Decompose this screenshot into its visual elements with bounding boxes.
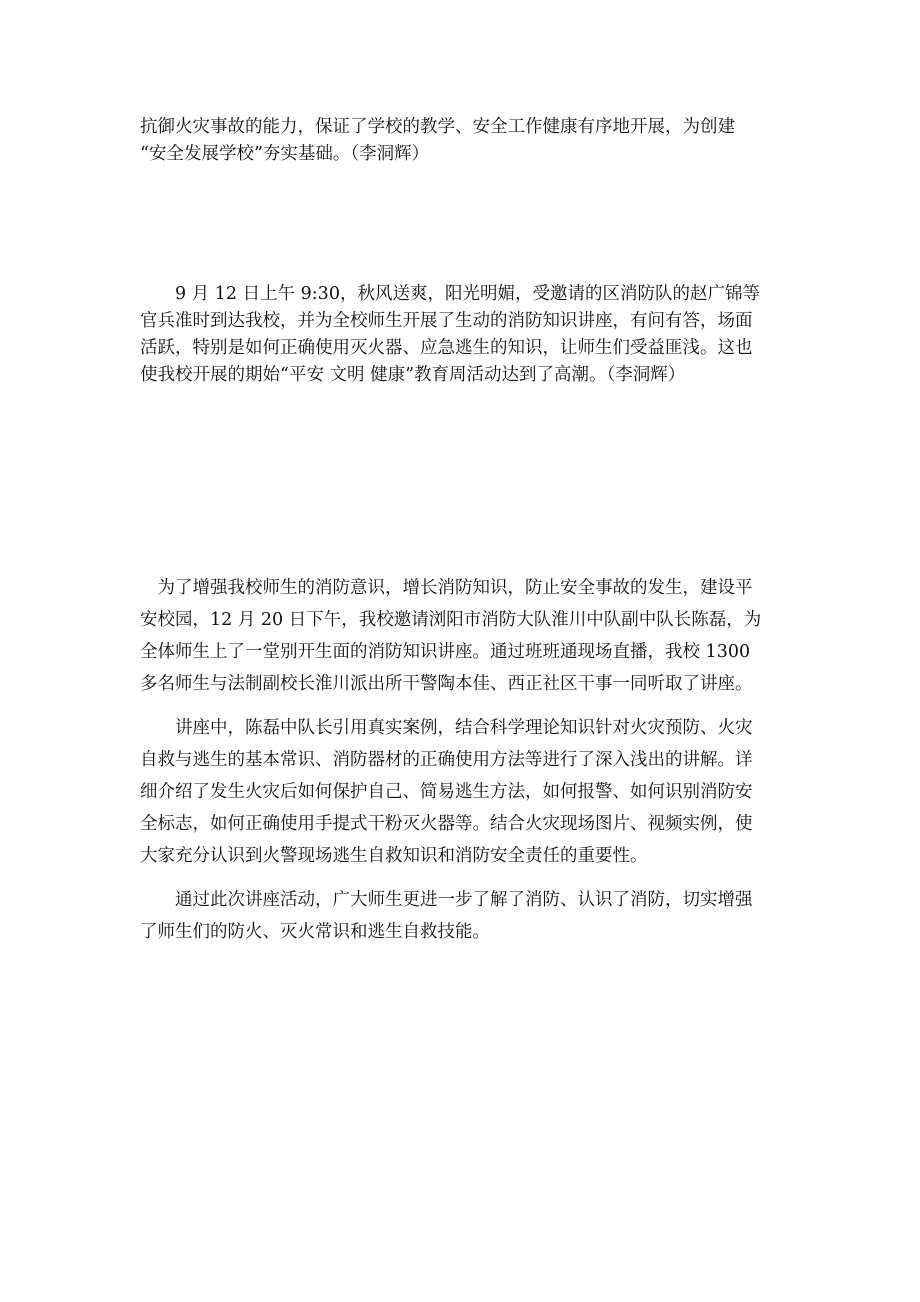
paragraph-4-line: 全标志，如何正确使用手提式干粉灭火器等。结合火灾现场图片、视频实例，使 bbox=[140, 814, 753, 834]
paragraph-3 bbox=[140, 572, 780, 700]
paragraph-4-line: 大家充分认识到火警现场逃生自救知识和消防安全责任的重要性。 bbox=[140, 846, 648, 866]
paragraph-4-line: 讲座中，陈磊中队长引用真实案例，结合科学理论知识针对火灾预防、火灾 bbox=[140, 718, 753, 738]
paragraph-1 bbox=[140, 114, 780, 168]
paragraph-2-line: 9 月 12 日上午 9:30，秋风送爽，阳光明媚，受邀请的区消防队的赵广锦等 bbox=[140, 284, 760, 304]
paragraph-2-line: 活跃，特别是如何正确使用灭火器、应急逃生的知识，让师生们受益匪浅。这也 bbox=[140, 338, 753, 358]
paragraph-1-line: “安全发展学校”夯实基础。（李洞辉） bbox=[140, 144, 430, 164]
paragraph-3-line: 全体师生上了一堂别开生面的消防知识讲座。通过班班通现场直播，我校 1300 bbox=[140, 642, 751, 662]
paragraph-5 bbox=[140, 884, 780, 948]
paragraph-3-line: 多名师生与法制副校长淮川派出所干警陶本佳、西正社区干事一同听取了讲座。 bbox=[140, 674, 753, 694]
paragraph-2 bbox=[140, 281, 780, 389]
paragraph-2-line: 官兵准时到达我校，并为全校师生开展了生动的消防知识讲座，有问有答，场面 bbox=[140, 311, 753, 331]
paragraph-5-line: 通过此次讲座活动，广大师生更进一步了解了消防、认识了消防，切实增强 bbox=[140, 890, 753, 910]
paragraph-4 bbox=[140, 712, 780, 872]
paragraph-5-line: 了师生们的防火、灭火常识和逃生自救技能。 bbox=[140, 922, 490, 942]
paragraph-4-line: 细介绍了发生火灾后如何保护自己、简易逃生方法，如何报警、如何识别消防安 bbox=[140, 782, 753, 802]
paragraph-3-line: 安校园，12 月 20 日下午，我校邀请浏阳市消防大队淮川中队副中队长陈磊，为 bbox=[140, 610, 762, 630]
paragraph-4-line: 自救与逃生的基本常识、消防器材的正确使用方法等进行了深入浅出的讲解。详 bbox=[140, 750, 753, 770]
paragraph-2-line: 使我校开展的期始“平安 文明 健康”教育周活动达到了高潮。（李洞辉） bbox=[140, 365, 686, 385]
paragraph-3-line: 为了增强我校师生的消防意识，增长消防知识，防止安全事故的发生，建设平 bbox=[140, 578, 753, 598]
paragraph-1-line: 抗御火灾事故的能力，保证了学校的教学、安全工作健康有序地开展，为创建 bbox=[140, 117, 735, 137]
